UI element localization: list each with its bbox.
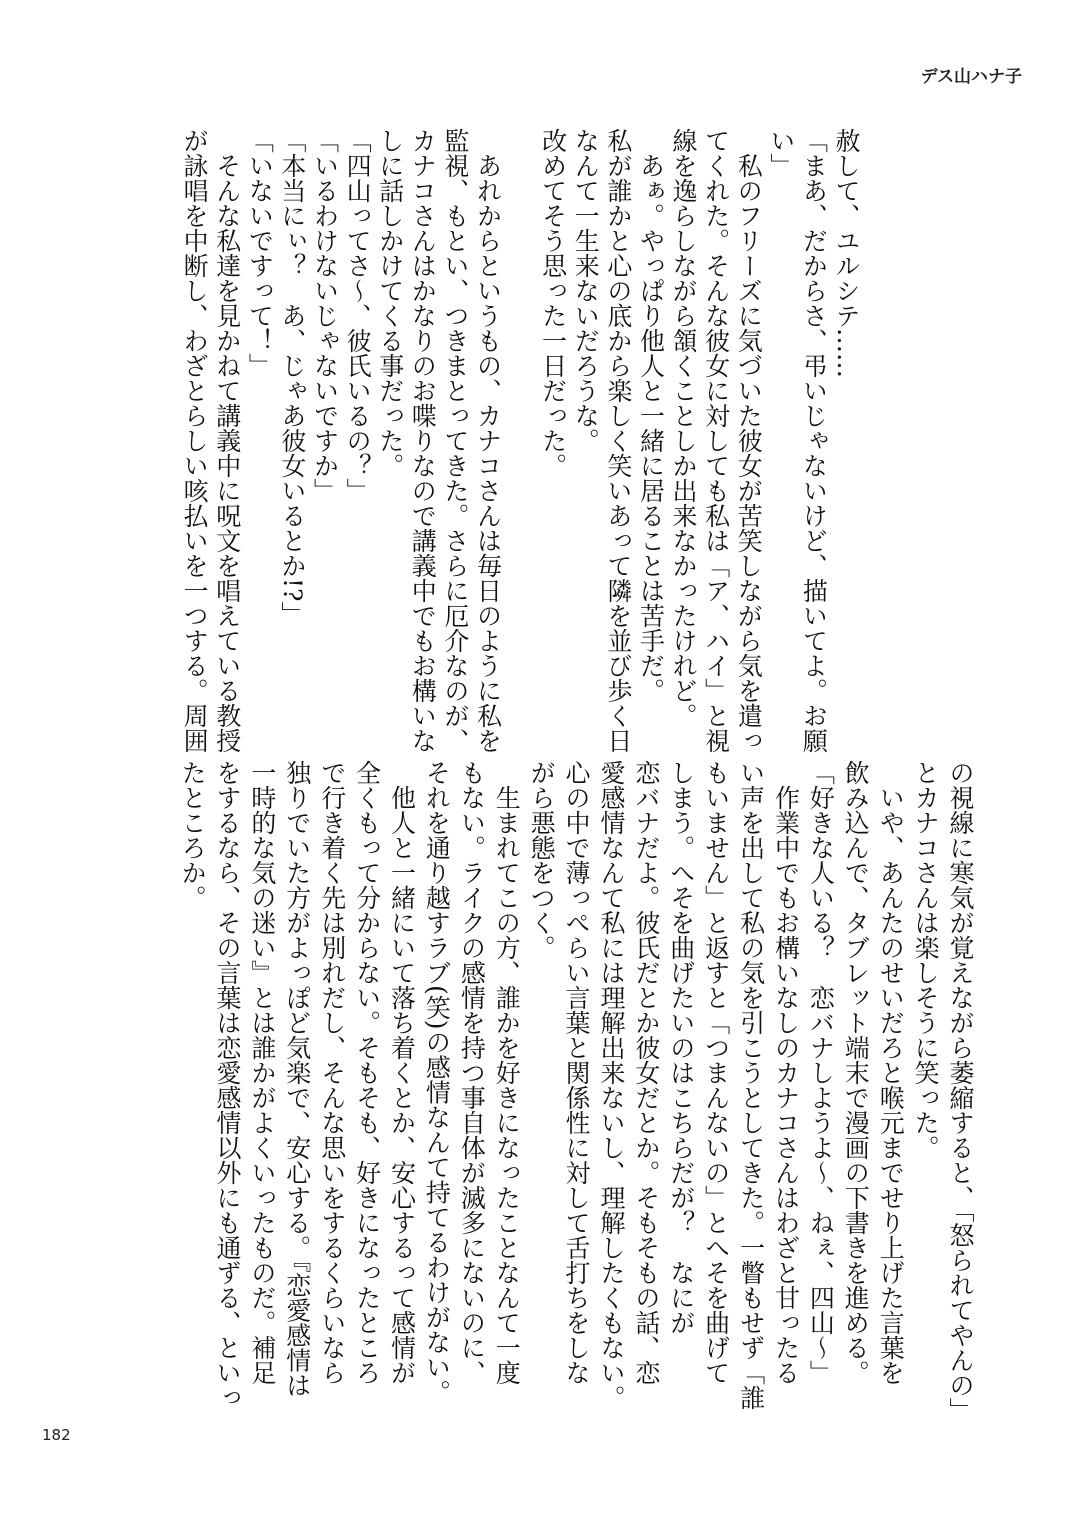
text-line: 「本当にぃ？ あ、じゃあ彼女いるとか!?」	[277, 128, 307, 627]
text-line: が詠唱を中断し、わざとらしい咳払いを一つする。周囲	[180, 128, 210, 753]
text-line: しに話しかけてくる事だった。	[375, 128, 405, 478]
text-line: 愛感情なんて私には理解出来ないし、理解したくもない。	[596, 760, 626, 1410]
text-line: 独りでいた方がよっぽど気楽で、安心する。『恋愛感情は	[282, 760, 312, 1398]
text-line: 赦して、ユルシテ……	[832, 128, 861, 378]
page-number: 182	[42, 1426, 71, 1444]
text-line: い」	[766, 128, 796, 178]
text-line: あぁ。やっぱり他人と一緒に居ることは苦手だ。	[636, 128, 666, 703]
text-line: 線を逸らしながら頷くことしか出来なかったけれど。	[669, 128, 699, 728]
text-line: 生まれてこの方、誰かを好きになったことなんて一度	[492, 760, 522, 1385]
text-line: 私が誰かと心の底から楽しく笑いあって隣を並び歩く日	[603, 128, 633, 753]
text-line: で行き着く先は別れだし、そんな思いをするくらいなら	[317, 760, 347, 1385]
text-line: の視線に寒気が覚えながら萎縮すると、「怒られてやんの」	[946, 760, 975, 1423]
text-line: いや、あんたのせいだろと喉元までせり上げた言葉を	[876, 760, 906, 1385]
text-line: しまう。へそを曲げたいのはこちらだが？ なにが	[666, 760, 696, 1335]
text-line: 心の中で薄っぺらい言葉と関係性に対して舌打ちをしな	[562, 760, 592, 1385]
text-line: 改めてそう思った一日だった。	[538, 128, 568, 478]
text-line: 「いないですって！」	[245, 128, 275, 378]
text-line: 恋バナだよ。彼氏だとか彼女だとか。そもそもの話、恋	[631, 760, 661, 1385]
text-line: それを通り越すラブ(笑)の感情なんて持てるわけがない。	[422, 760, 452, 1405]
text-line: 「四山ってさ～、彼氏いるの？」	[343, 128, 373, 503]
text-line: あれからというもの、カナコさんは毎日のように私を	[473, 128, 503, 753]
text-line: をするなら、その言葉は恋愛感情以外にも通ずる、といっ	[212, 760, 242, 1410]
text-line: なんて一生来ないだろうな。	[571, 128, 601, 453]
text-line: がら悪態をつく。	[527, 760, 557, 960]
text-line: 私のフリーズに気づいた彼女が苦笑しながら気を遣っ	[734, 128, 764, 753]
text-block-bottom	[174, 760, 977, 1423]
text-line: 監視、もとい、つきまとってきた。さらに厄介なのが、	[440, 128, 470, 753]
author-header: デス山ハナ子	[920, 67, 1022, 87]
text-line: 全くもって分からない。そもそも、好きになったところ	[352, 760, 382, 1385]
text-line: 他人と一緒にいて落ち着くとか、安心するって感情が	[387, 760, 417, 1385]
text-line: てくれた。そんな彼女に対しても私は「ア、ハイ」と視	[701, 128, 731, 753]
text-block-top	[178, 128, 862, 753]
text-line: たところか。	[178, 760, 208, 910]
text-line: もいません」と返すと「つまんないの」とへそを曲げて	[701, 760, 731, 1385]
text-line: 「好きな人いる？ 恋バナしようよ～、ねぇ、四山～」	[806, 760, 836, 1385]
text-line: とカナコさんは楽しそうに笑った。	[911, 760, 941, 1160]
text-line: そんな私達を見かねて講義中に呪文を唱えている教授	[212, 128, 242, 753]
text-line: 「まあ、だからさ、弔いじゃないけど、描いてよ。お願	[799, 128, 829, 753]
text-line: 飲み込んで、タブレット端末で漫画の下書きを進める。	[841, 760, 871, 1385]
text-line: もない。ライクの感情を持つ事自体が滅多にないのに、	[457, 760, 487, 1385]
text-line: 「いるわけないじゃないですか」	[310, 128, 340, 503]
text-line	[503, 128, 536, 748]
text-line: カナコさんはかなりのお喋りなので講義中でもお構いな	[408, 128, 438, 753]
text-line: い声を出して私の気を引こうとしてきた。一瞥もせず「誰	[736, 760, 766, 1410]
text-line: 作業中でもお構いなしのカナコさんはわざと甘ったる	[771, 760, 801, 1385]
text-line: 一時的な気の迷い』とは誰かがよくいったものだ。補足	[247, 760, 277, 1385]
